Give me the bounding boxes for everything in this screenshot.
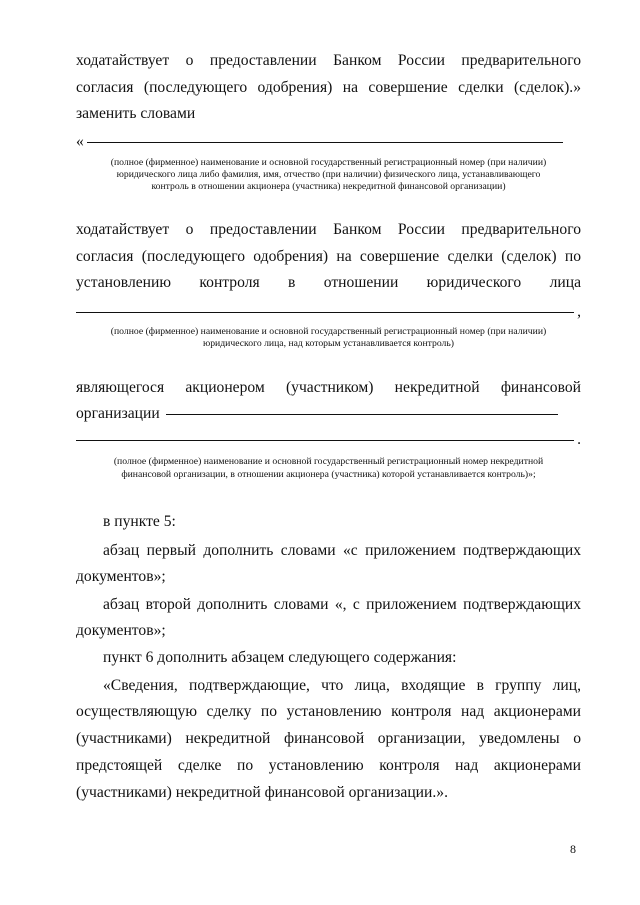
text-line: абзац первый дополнить словами «с приложением подтверждающих	[103, 542, 581, 559]
open-quote: «	[76, 133, 84, 150]
footnote-line: контроль в отношении акционера (участника) некредитной финансовой организации)	[151, 181, 506, 192]
blank-line	[76, 312, 574, 313]
blank-line-holder	[76, 430, 581, 450]
text-line: документов»;	[76, 568, 166, 585]
text-label: организации	[76, 405, 160, 422]
blank-line	[87, 142, 563, 143]
footnote-line: (полное (фирменное) наименование и основной государственный регистрационный номер некредитной	[113, 456, 544, 467]
text-line: предстоящей сделке по установлению контроля над акционерами	[76, 757, 581, 774]
blank-line	[76, 440, 574, 441]
text-line: (участниками) некредитной финансовой организации.».	[76, 784, 448, 801]
page-number: 8	[570, 842, 576, 856]
footnote-line: (полное (фирменное) наименование и основной государственный регистрационный номер (при наличии)	[110, 157, 547, 168]
footnote-line: (полное (фирменное) наименование и основной государственный регистрационный номер (при наличии)	[110, 326, 547, 337]
text-line: документов»;	[76, 622, 166, 639]
text-line: «Сведения, подтверждающие, что лица, входящие в группу лиц,	[103, 677, 581, 694]
footnote-line: юридического лица либо фамилия, имя, отчество (при наличии) физического лица, устанавливающего	[116, 169, 541, 180]
text-line: (участниками) некредитной финансовой организации, уведомлены о	[76, 730, 581, 747]
text-line: согласия (последующего одобрения) на совершение сделки (сделок).»	[76, 79, 581, 96]
text-line: ходатайствует о предоставлении Банком России предварительного	[76, 221, 581, 238]
text-line: в пункте 5:	[103, 513, 176, 530]
text-line: пункт 6 дополнить абзацем следующего содержания:	[103, 649, 457, 666]
blank-line-holder	[76, 404, 561, 424]
text-line: абзац второй дополнить словами «, с приложением подтверждающих	[103, 596, 581, 613]
text-line: ходатайствует о предоставлении Банком России предварительного	[76, 52, 581, 69]
footnote-line: юридического лица, над которым устанавливается контроль)	[202, 338, 455, 349]
comma: ,	[577, 303, 581, 320]
text-line: согласия (последующего одобрения) на совершение сделки (сделок) по	[76, 248, 581, 265]
blank-line-holder	[76, 132, 566, 152]
text-line: являющегося акционером (участником) некредитной финансовой	[76, 379, 581, 396]
text-line: установлению контроля в отношении юридического лица	[76, 274, 581, 291]
footnote-line: финансовой организации, в отношении акционера (участника) которой устанавливается контроль)»;	[121, 469, 536, 480]
blank-line-holder	[76, 302, 581, 322]
text-line: осуществляющую сделку по установлению контроля над акционерами	[76, 703, 581, 720]
blank-line	[166, 414, 558, 415]
text-line: заменить словами	[76, 105, 196, 122]
period: .	[577, 431, 581, 448]
